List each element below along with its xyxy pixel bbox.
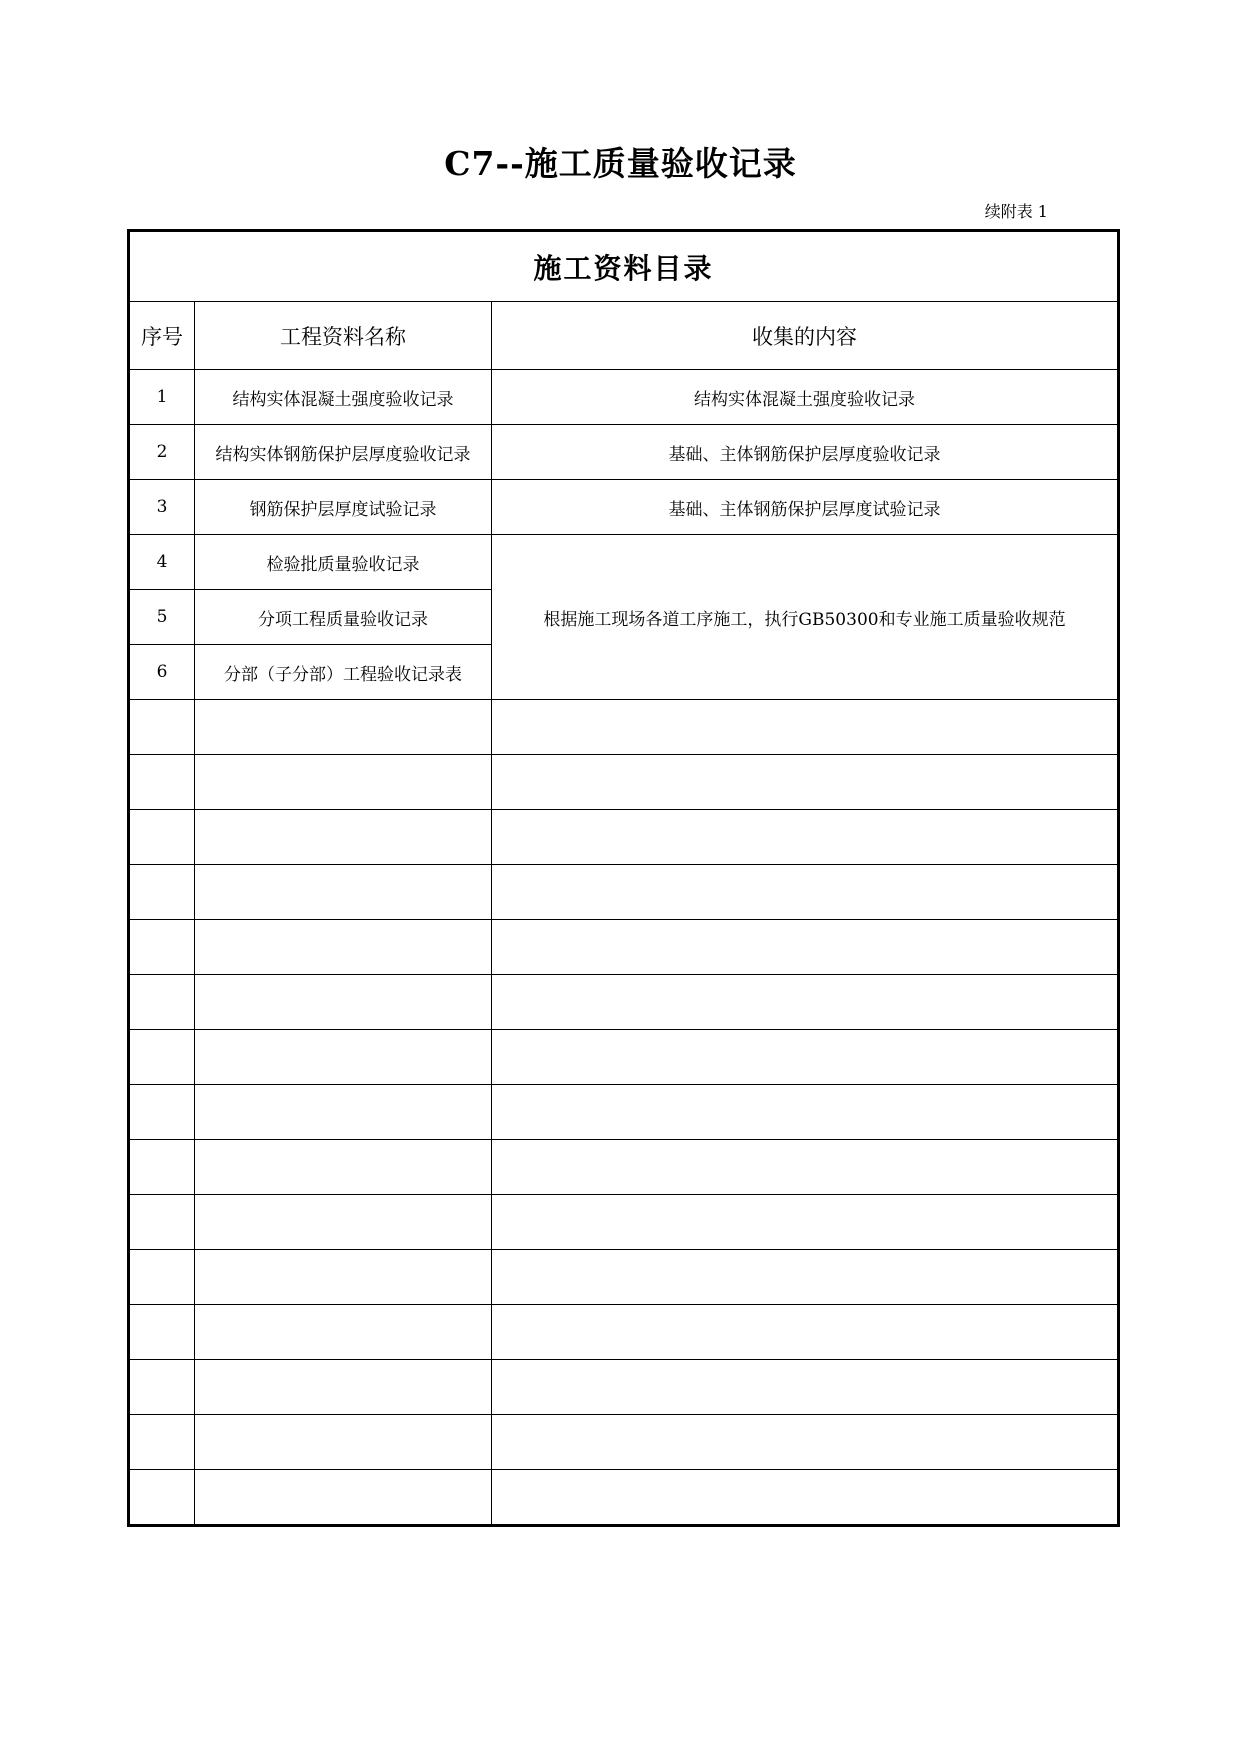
section-title: 施工资料目录	[129, 231, 1119, 302]
empty-cell	[195, 1415, 492, 1470]
empty-cell	[492, 1415, 1119, 1470]
records-table	[127, 229, 1120, 1527]
row-name: 分项工程质量验收记录	[195, 590, 492, 645]
empty-table-row	[129, 1030, 1119, 1085]
empty-cell	[195, 920, 492, 975]
empty-table-row	[129, 700, 1119, 755]
empty-table-row	[129, 1470, 1119, 1526]
document-subtitle: 续附表 1	[984, 202, 1048, 221]
empty-table-row	[129, 1305, 1119, 1360]
empty-cell	[129, 1415, 195, 1470]
empty-cell	[129, 865, 195, 920]
empty-table-row	[129, 1140, 1119, 1195]
empty-cell	[492, 865, 1119, 920]
table-row	[129, 480, 1119, 535]
empty-table-row	[129, 1195, 1119, 1250]
empty-cell	[129, 1140, 195, 1195]
row-name: 结构实体钢筋保护层厚度验收记录	[195, 425, 492, 480]
empty-table-row	[129, 1360, 1119, 1415]
table-row	[129, 535, 1119, 590]
empty-table-row	[129, 975, 1119, 1030]
empty-cell	[195, 1195, 492, 1250]
header-name: 工程资料名称	[195, 302, 492, 370]
row-name: 钢筋保护层厚度试验记录	[195, 480, 492, 535]
empty-cell	[129, 1360, 195, 1415]
row-content: 结构实体混凝土强度验收记录	[492, 370, 1119, 425]
empty-table-row	[129, 1415, 1119, 1470]
table-row	[129, 370, 1119, 425]
row-seq: 1	[129, 370, 195, 425]
empty-cell	[129, 1195, 195, 1250]
empty-cell	[492, 810, 1119, 865]
empty-cell	[129, 975, 195, 1030]
empty-cell	[492, 1085, 1119, 1140]
empty-cell	[492, 1360, 1119, 1415]
row-seq: 5	[129, 590, 195, 645]
empty-cell	[129, 700, 195, 755]
empty-cell	[492, 1305, 1119, 1360]
empty-cell	[492, 1140, 1119, 1195]
empty-cell	[492, 755, 1119, 810]
empty-cell	[129, 810, 195, 865]
empty-cell	[492, 700, 1119, 755]
empty-cell	[129, 755, 195, 810]
empty-cell	[129, 1250, 195, 1305]
empty-cell	[195, 1085, 492, 1140]
empty-cell	[195, 700, 492, 755]
empty-cell	[129, 1030, 195, 1085]
empty-cell	[129, 920, 195, 975]
empty-cell	[492, 1250, 1119, 1305]
row-name: 检验批质量验收记录	[195, 535, 492, 590]
empty-cell	[195, 1360, 492, 1415]
row-content: 基础、主体钢筋保护层厚度验收记录	[492, 425, 1119, 480]
empty-table-row	[129, 865, 1119, 920]
row-seq: 2	[129, 425, 195, 480]
empty-cell	[492, 1030, 1119, 1085]
empty-table-row	[129, 1085, 1119, 1140]
empty-cell	[195, 810, 492, 865]
row-name: 结构实体混凝土强度验收记录	[195, 370, 492, 425]
row-content: 基础、主体钢筋保护层厚度试验记录	[492, 480, 1119, 535]
document-title: C7--施工质量验收记录	[444, 144, 797, 183]
empty-cell	[492, 975, 1119, 1030]
empty-cell	[195, 1140, 492, 1195]
empty-cell	[492, 1195, 1119, 1250]
empty-cell	[129, 1085, 195, 1140]
row-seq: 3	[129, 480, 195, 535]
header-seq: 序号	[129, 302, 195, 370]
empty-cell	[195, 865, 492, 920]
row-seq: 4	[129, 535, 195, 590]
table-header-row	[129, 302, 1119, 370]
row-seq: 6	[129, 645, 195, 700]
empty-table-row	[129, 1250, 1119, 1305]
row-name: 分部（子分部）工程验收记录表	[195, 645, 492, 700]
empty-cell	[195, 1030, 492, 1085]
row-content-merged: 根据施工现场各道工序施工，执行GB50300和专业施工质量验收规范	[492, 535, 1119, 700]
empty-cell	[129, 1305, 195, 1360]
empty-cell	[492, 1470, 1119, 1526]
empty-cell	[195, 1470, 492, 1526]
empty-table-row	[129, 810, 1119, 865]
empty-cell	[195, 975, 492, 1030]
header-content: 收集的内容	[492, 302, 1119, 370]
empty-cell	[195, 755, 492, 810]
empty-cell	[195, 1250, 492, 1305]
empty-cell	[195, 1305, 492, 1360]
table-row	[129, 425, 1119, 480]
empty-table-row	[129, 755, 1119, 810]
empty-table-row	[129, 920, 1119, 975]
empty-cell	[492, 920, 1119, 975]
empty-cell	[129, 1470, 195, 1526]
